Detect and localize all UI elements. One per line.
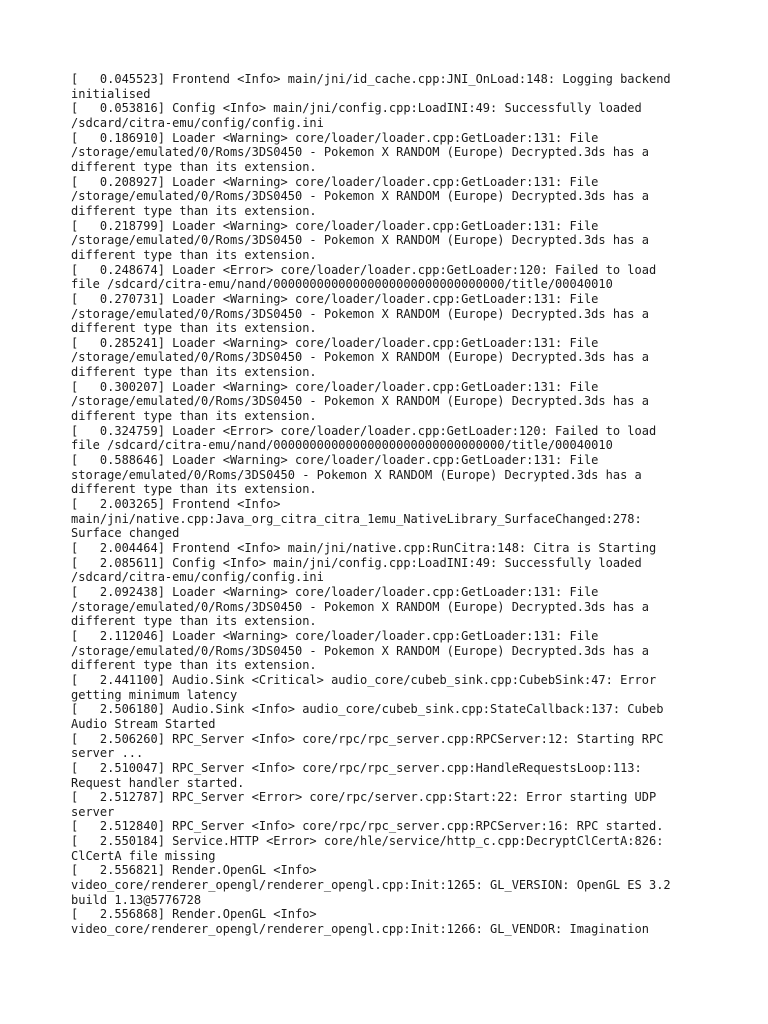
log-line: [ 2.550184] Service.HTTP <Error> core/hle/service/http_c.cpp:DecryptClCertA:826: ClCertA file missing	[71, 834, 664, 863]
log-line: [ 2.556868] Render.OpenGL <Info> video_core/renderer_opengl/renderer_opengl.cpp:Init:1266: GL_VENDOR: Imagination	[71, 907, 649, 937]
log-line: [ 0.045523] Frontend <Info> main/jni/id_cache.cpp:JNI_OnLoad:148: Logging backend initialised	[71, 72, 671, 101]
log-line: [ 0.248674] Loader <Error> core/loader/loader.cpp:GetLoader:120: Failed to load file /sdcard/citra-emu/nand/00000000000000000000000000000000/title/00040010	[71, 262, 657, 292]
log-line: [ 0.186910] Loader <Warning> core/loader/loader.cpp:GetLoader:131: File /storage/emulated/0/Roms/3DS0450 - Pokemon X RANDOM (Europe) Decrypted.3ds has a different type than its extension.	[71, 130, 649, 174]
log-line: [ 0.324759] Loader <Error> core/loader/loader.cpp:GetLoader:120: Failed to load file /sdcard/citra-emu/nand/00000000000000000000000000000000/title/00040010	[71, 423, 657, 453]
log-line: [ 2.003265] Frontend <Info> main/jni/native.cpp:Java_org_citra_citra_1emu_NativeLibrary_SurfaceChanged:278: Surface changed	[71, 497, 642, 541]
log-line: [ 2.085611] Config <Info> main/jni/config.cpp:LoadINI:49: Successfully loaded /sdcard/citra-emu/config/config.ini	[71, 555, 642, 585]
log-line: [ 2.441100] Audio.Sink <Critical> audio_core/cubeb_sink.cpp:CubebSink:47: Error getting minimum latency	[71, 672, 657, 702]
log-line: [ 2.092438] Loader <Warning> core/loader/loader.cpp:GetLoader:131: File /storage/emulated/0/Roms/3DS0450 - Pokemon X RANDOM (Europe) Decrypted.3ds has a different type than its extension.	[71, 584, 649, 629]
log-line: [ 0.285241] Loader <Warning> core/loader/loader.cpp:GetLoader:131: File /storage/emulated/0/Roms/3DS0450 - Pokemon X RANDOM (Europe) Decrypted.3ds has a different type than its extension.	[71, 335, 649, 380]
log-line: [ 2.506260] RPC_Server <Info> core/rpc/rpc_server.cpp:RPCServer:12: Starting RPC server ...	[71, 731, 664, 761]
log-line: [ 2.506180] Audio.Sink <Info> audio_core/cubeb_sink.cpp:StateCallback:137: Cubeb Audio Stream Started	[71, 702, 664, 731]
log-line: [ 2.112046] Loader <Warning> core/loader/loader.cpp:GetLoader:131: File /storage/emulated/0/Roms/3DS0450 - Pokemon X RANDOM (Europe) Decrypted.3ds has a different type than its extension.	[71, 628, 649, 673]
log-line: [ 0.208927] Loader <Warning> core/loader/loader.cpp:GetLoader:131: File /storage/emulated/0/Roms/3DS0450 - Pokemon X RANDOM (Europe) Decrypted.3ds has a different type than its extension.	[71, 174, 649, 218]
log-line: [ 0.053816] Config <Info> main/jni/config.cpp:LoadINI:49: Successfully loaded /sdcard/citra-emu/config/config.ini	[71, 101, 642, 130]
log-line: [ 2.512787] RPC_Server <Error> core/rpc/server.cpp:Start:22: Error starting UDP server	[71, 790, 657, 819]
log-document	[71, 72, 701, 937]
log-line: [ 2.556821] Render.OpenGL <Info> video_core/renderer_opengl/renderer_opengl.cpp:Init:1265: GL_VERSION: OpenGL ES 3.2 build 1.13@5776728	[71, 863, 671, 907]
log-line: [ 2.512840] RPC_Server <Info> core/rpc/rpc_server.cpp:RPCServer:16: RPC started.	[71, 819, 664, 834]
log-line: [ 0.300207] Loader <Warning> core/loader/loader.cpp:GetLoader:131: File /storage/emulated/0/Roms/3DS0450 - Pokemon X RANDOM (Europe) Decrypted.3ds has a different type than its extension.	[71, 379, 649, 424]
log-line: [ 0.588646] Loader <Warning> core/loader/loader.cpp:GetLoader:131: File storage/emulated/0/Roms/3DS0450 - Pokemon X RANDOM (Europe) Decrypted.3ds has a different type than its extension.	[71, 453, 642, 497]
log-line: [ 0.218799] Loader <Warning> core/loader/loader.cpp:GetLoader:131: File /storage/emulated/0/Roms/3DS0450 - Pokemon X RANDOM (Europe) Decrypted.3ds has a different type than its extension.	[71, 218, 649, 262]
log-line: [ 0.270731] Loader <Warning> core/loader/loader.cpp:GetLoader:131: File /storage/emulated/0/Roms/3DS0450 - Pokemon X RANDOM (Europe) Decrypted.3ds has a different type than its extension.	[71, 291, 649, 336]
log-line: [ 2.510047] RPC_Server <Info> core/rpc/rpc_server.cpp:HandleRequestsLoop:113: Request handler started.	[71, 760, 642, 790]
log-line: [ 2.004464] Frontend <Info> main/jni/native.cpp:RunCitra:148: Citra is Starting	[71, 541, 657, 555]
